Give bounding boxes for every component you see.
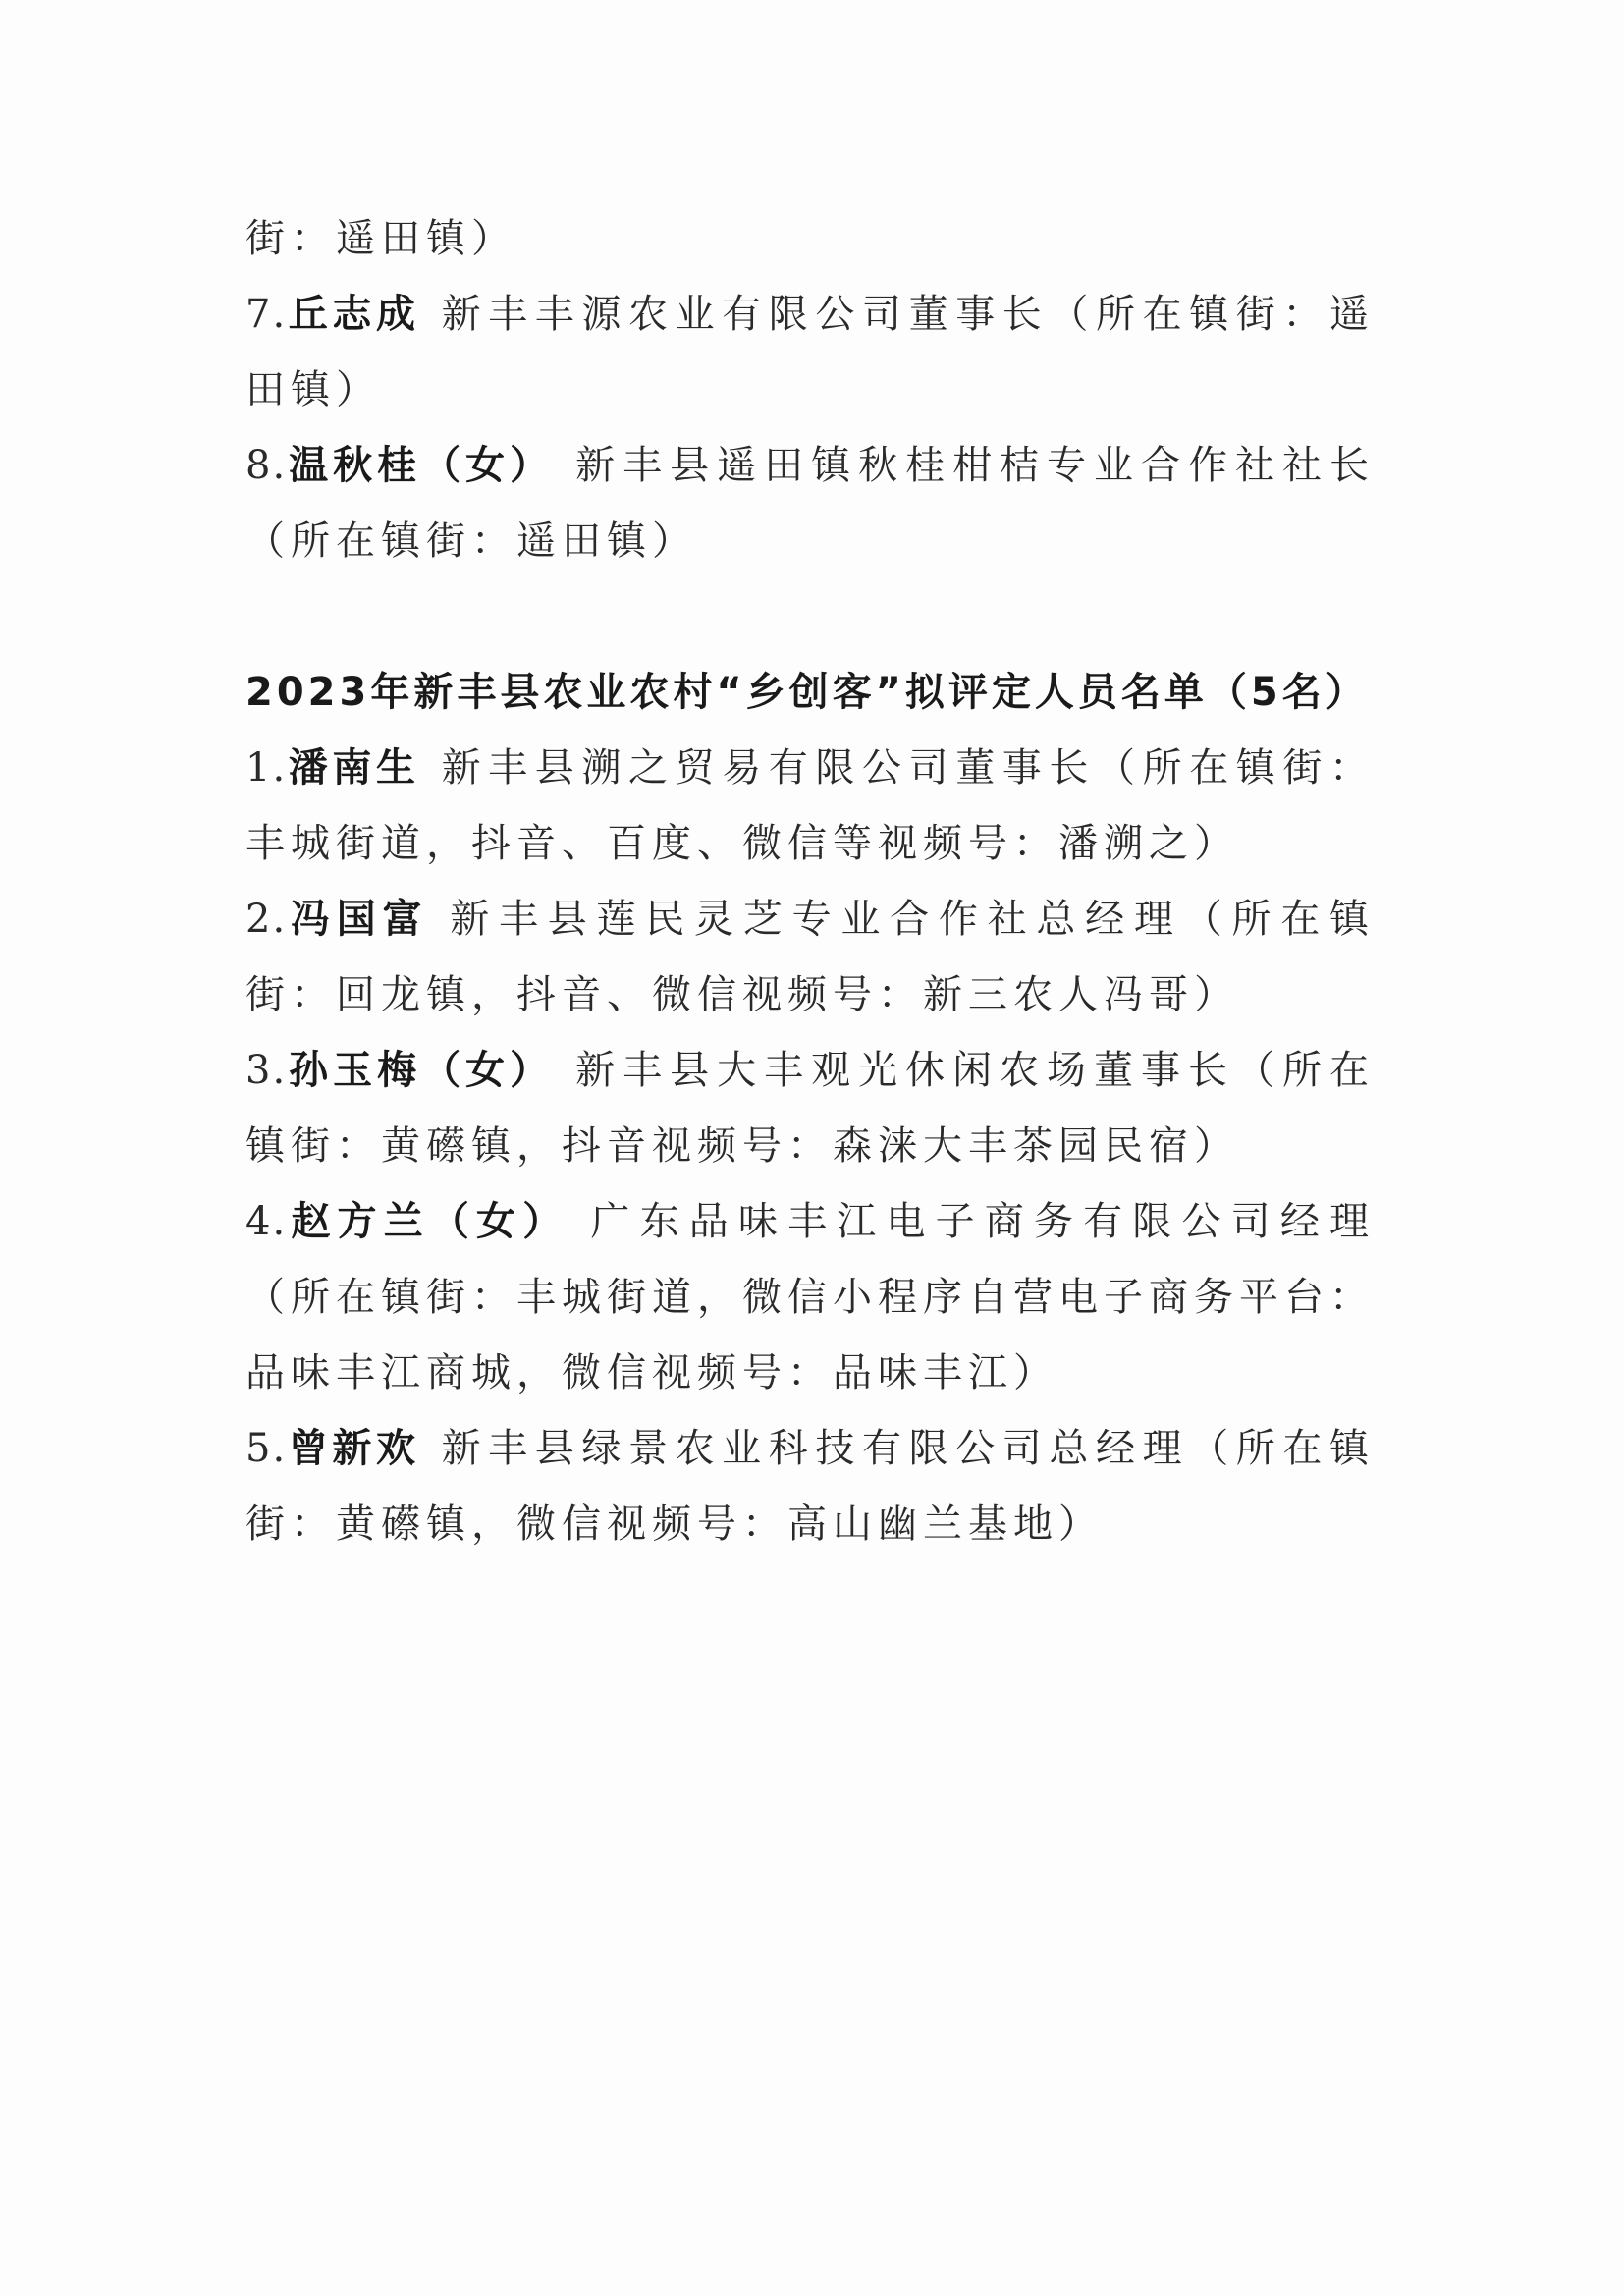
person-detail: 新丰县绿景农业科技有限公司总经理（所在镇街：黄礤镇，微信视频号：高山幽兰基地） bbox=[245, 1426, 1376, 1547]
list-item bbox=[245, 1411, 1375, 1562]
person-name: 冯国富 bbox=[287, 897, 429, 942]
person-detail: 新丰县遥田镇秋桂柑桔专业合作社社长（所在镇街：遥田镇） bbox=[245, 443, 1376, 564]
person-name: 赵方兰（女） bbox=[287, 1199, 569, 1244]
document-body bbox=[245, 201, 1375, 1562]
list-item bbox=[245, 277, 1375, 428]
person-name: 曾新欢 bbox=[287, 1426, 420, 1471]
item-number: 7. bbox=[245, 292, 288, 337]
person-detail: 新丰丰源农业有限公司董事长（所在镇街：遥田镇） bbox=[245, 292, 1376, 412]
item-number: 3. bbox=[245, 1048, 288, 1093]
person-name: 温秋桂（女） bbox=[287, 443, 555, 488]
list-item bbox=[245, 882, 1375, 1033]
person-name: 丘志成 bbox=[287, 292, 420, 337]
item-number: 8. bbox=[245, 443, 288, 488]
person-detail: 广东品味丰江电子商务有限公司经理（所在镇街：丰城街道，微信小程序自营电子商务平台：品味丰江商城，微信视频号：品味丰江） bbox=[245, 1199, 1376, 1395]
person-name: 潘南生 bbox=[287, 745, 420, 791]
person-detail: 新丰县莲民灵芝专业合作社总经理（所在镇街：回龙镇，抖音、微信视频号：新三农人冯哥） bbox=[245, 897, 1376, 1017]
section-title: 2023年新丰县农业农村“乡创客”拟评定人员名单（5名） bbox=[245, 670, 1369, 715]
person-detail: 新丰县大丰观光休闲农场董事长（所在镇街：黄礤镇，抖音视频号：森涞大丰茶园民宿） bbox=[245, 1048, 1376, 1169]
list-item bbox=[245, 428, 1375, 579]
item-number: 2. bbox=[245, 897, 288, 942]
list-item bbox=[245, 1033, 1375, 1184]
item-number: 4. bbox=[245, 1199, 288, 1244]
list-item bbox=[245, 1184, 1375, 1411]
list-item bbox=[245, 731, 1375, 882]
person-name: 孙玉梅（女） bbox=[287, 1048, 555, 1093]
continuation-line: 街：遥田镇） bbox=[245, 216, 516, 261]
item-number: 1. bbox=[245, 745, 288, 791]
item-number: 5. bbox=[245, 1426, 288, 1471]
person-detail: 新丰县溯之贸易有限公司董事长（所在镇街：丰城街道，抖音、百度、微信等视频号：潘溯之） bbox=[245, 745, 1376, 866]
